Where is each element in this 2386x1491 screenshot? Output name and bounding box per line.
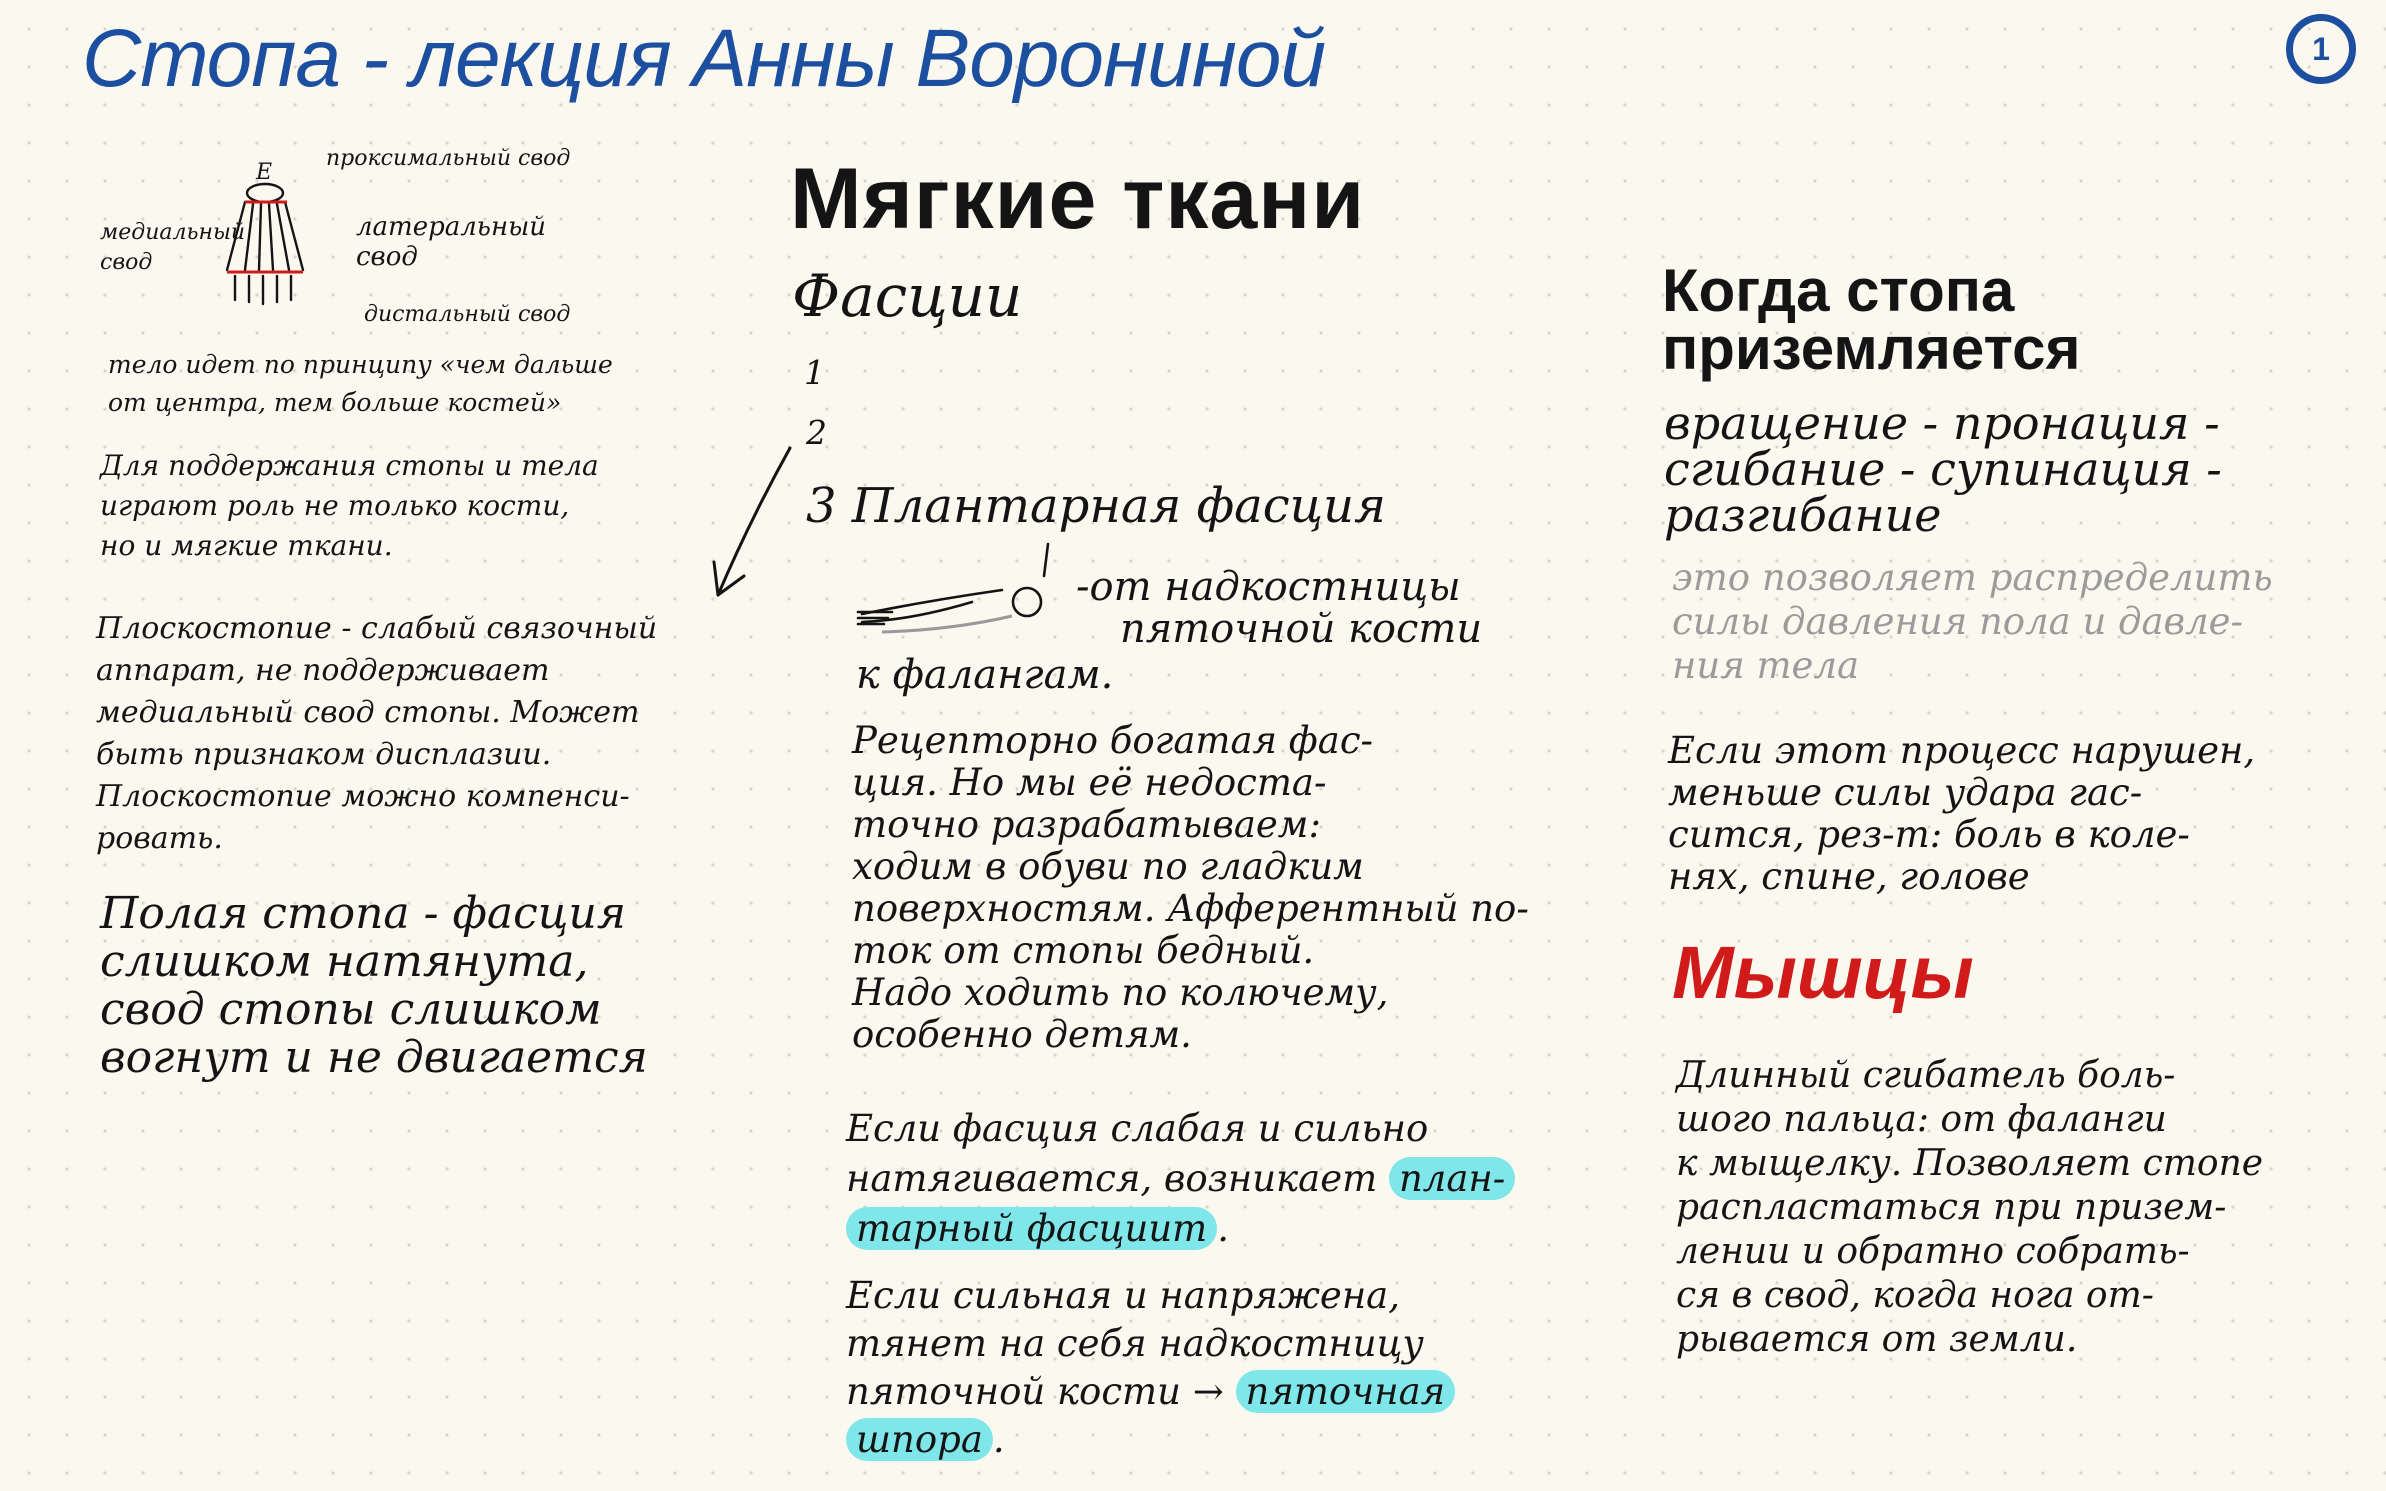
disorder-paragraph: Если этот процесс нарушен, меньше силы удара гас- сится, рез-т: боль в коле- нях, спине, голове bbox=[1668, 729, 2256, 898]
left-paragraph-flatfoot: Плоскостопие - слабый связочный аппарат, не поддерживает медиальный свод стопы. Может быть признаком дисплазии. Плоскостопие можно компенси- ровать. bbox=[96, 611, 658, 856]
page-title: Стопа - лекция Анны Ворониной bbox=[82, 13, 1326, 104]
label-lateral-arch: латеральный свод bbox=[356, 212, 546, 272]
receptor-paragraph: Рецепторно богатая фас- ция. Но мы её недоста- точно разрабатываем: ходим в обуви по гладким поверхностям. Афферентный по- ток от стопы бедный. Надо ходить по колючему, особенно детям. bbox=[852, 719, 1529, 1056]
landing-note-gray: это позволяет распределить силы давления пола и давле- ния тела bbox=[1672, 556, 2273, 687]
landing-sequence: вращение - пронация - сгибание - супинация - разгибание bbox=[1664, 396, 2222, 542]
muscle-paragraph: Длинный сгибатель боль- шого пальца: от фаланги к мыщелку. Позволяет стопе распластаться при призем- лении и обратно собрать- ся в свод, когда нога от- рывается от земли. bbox=[1676, 1055, 2264, 1360]
left-paragraph-1: тело идет по принципу «чем дальше от центра, тем больше костей» bbox=[108, 350, 613, 417]
connector-arrow bbox=[700, 440, 800, 610]
heel-bone-sketch bbox=[852, 540, 1062, 640]
highlight-heel-spur-1: пяточная bbox=[1236, 1370, 1456, 1413]
plantar-fascia-description: -от надкостницы пяточной кости bbox=[1076, 564, 1483, 652]
label-proximal-arch: проксимальный свод bbox=[326, 146, 571, 171]
subheading-fascia: Фасции bbox=[792, 262, 1023, 330]
list-number-2: 2 bbox=[806, 413, 827, 452]
highlight-plantar-fasciitis-2: тарный фасциит bbox=[846, 1207, 1217, 1250]
plantar-fascia-title: 3 Плантарная фасция bbox=[806, 478, 1386, 534]
highlight-heel-spur-2: шпора bbox=[846, 1418, 993, 1461]
heel-spur-paragraph: Если сильная и напряжена, тянет на себя надкостницу пяточной кости → пяточная шпора . bbox=[846, 1272, 1455, 1464]
left-paragraph-hollow-foot: Полая стопа - фасция слишком натянута, свод стопы слишком вогнут и не двигается bbox=[100, 888, 648, 1083]
highlight-plantar-fasciitis-1: план- bbox=[1389, 1157, 1515, 1200]
label-medial-arch: медиальный свод bbox=[100, 220, 246, 275]
label-distal-arch: дистальный свод bbox=[364, 302, 571, 327]
heading-soft-tissues: Мягкие ткани bbox=[790, 151, 1366, 247]
list-number-1: 1 bbox=[804, 353, 825, 392]
heading-muscles: Мышцы bbox=[1672, 931, 1974, 1014]
arrow-glyph: → bbox=[1192, 1370, 1224, 1413]
page-number-badge: 1 bbox=[2286, 14, 2356, 84]
plantar-fascia-description-end: к фалангам. bbox=[856, 652, 1114, 698]
heading-foot-landing: Когда стопа приземляется bbox=[1662, 257, 2081, 382]
left-paragraph-2: Для поддержания стопы и тела играют роль не только кости, но и мягкие ткани. bbox=[100, 449, 599, 562]
fasciitis-paragraph: Если фасция слабая и сильно натягивается, возникает план- тарный фасциит . bbox=[846, 1104, 1515, 1254]
diagram-label-top: E bbox=[256, 160, 273, 185]
